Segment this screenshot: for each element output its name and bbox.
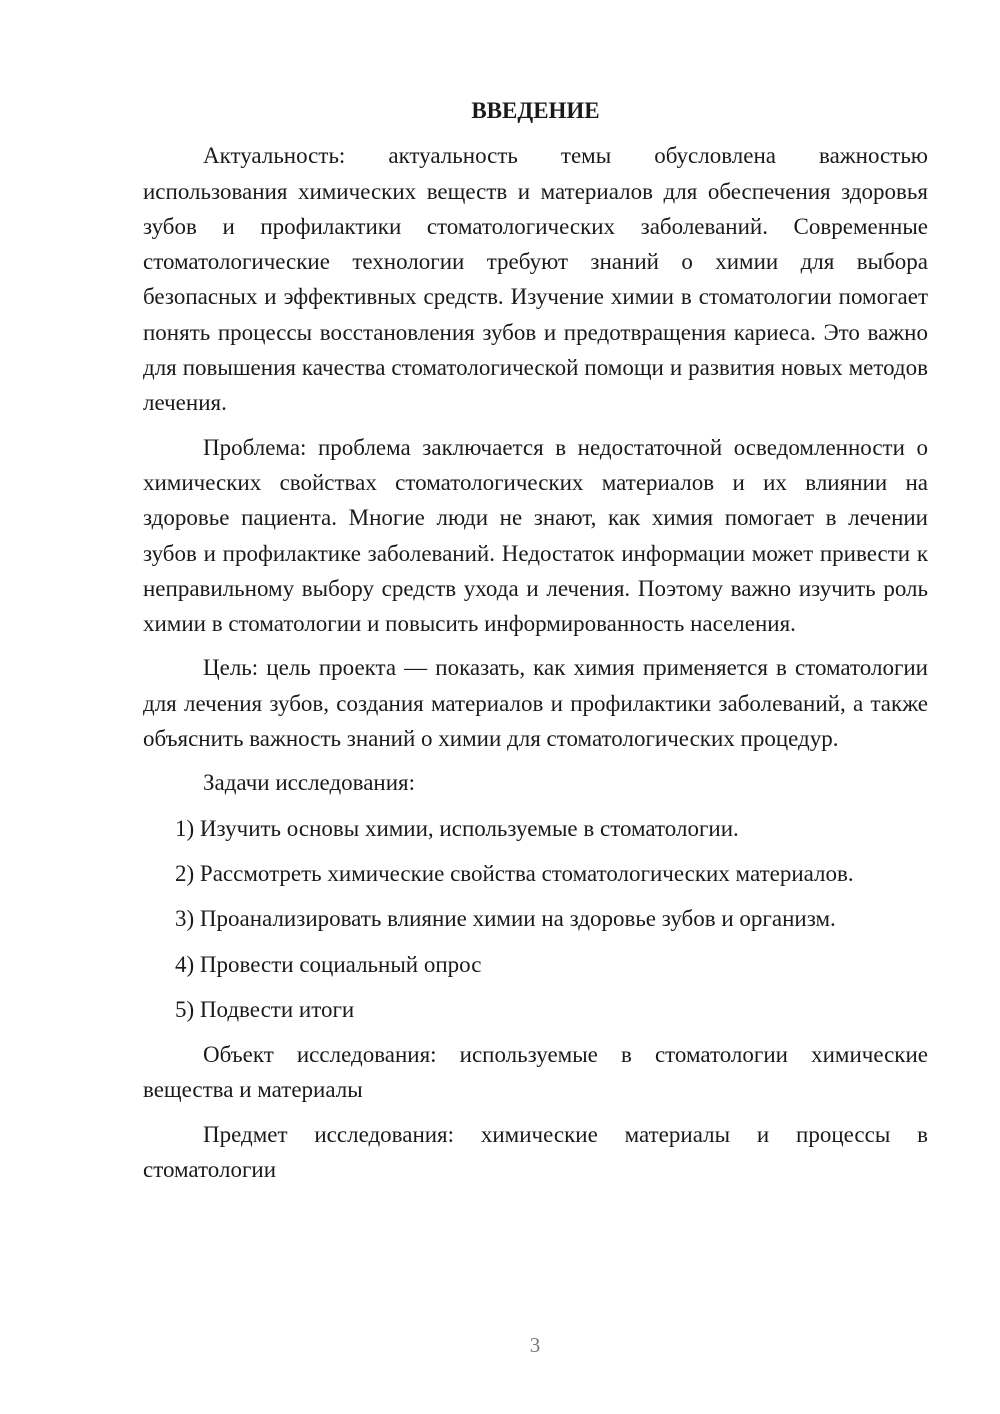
page-title: ВВЕДЕНИЕ [471, 98, 600, 123]
page-number: 3 [529, 1333, 541, 1357]
list-item: 2) Рассмотреть химические свойства стоматологических материалов. [175, 860, 854, 886]
list-item: 3) Проанализировать влияние химии на здоровье зубов и организм. [175, 906, 836, 932]
page-content [143, 93, 928, 1196]
tasks-list [143, 811, 928, 1027]
tasks-heading: Задачи исследования: [203, 770, 416, 796]
list-item: 4) Провести социальный опрос [175, 951, 482, 977]
list-item: 1) Изучить основы химии, используемые в стоматологии. [175, 815, 739, 841]
object-paragraph: Объект исследования: используемые в стоматологии химические вещества и материалы [143, 1042, 928, 1103]
problem-paragraph: Проблема: проблема заключается в недостаточной осведомленности о химических свойствах стоматологических материалов и их влиянии на здоровье пациента. Многие люди не знают, как химия помогает в лечении зубов и профилактике заболеваний. Недостаток информации может привести к неправильному выбору средств ухода и лечения. Поэтому важно изучить роль химии в стоматологии и повысить информированность населения. [143, 434, 928, 637]
goal-paragraph: Цель: цель проекта — показать, как химия применяется в стоматологии для лечения зубов, создания материалов и профилактики заболеваний, а также объяснить важность знаний о химии для стоматологических процедур. [143, 655, 928, 752]
subject-paragraph: Предмет исследования: химические материалы и процессы в стоматологии [143, 1121, 928, 1183]
list-item: 5) Подвести итоги [175, 996, 355, 1022]
relevance-paragraph: Актуальность: актуальность темы обусловлена важностью использования химических веществ и материалов для обеспечения здоровья зубов и профилактики стоматологических заболеваний. Современные стоматологические технологии требуют знаний о химии для выбора безопасных и эффективных средств. Изучение химии в стоматологии помогает понять процессы восстановления зубов и предотвращения кариеса. Это важно для повышения качества стоматологической помощи и развития новых методов лечения. [143, 143, 928, 416]
